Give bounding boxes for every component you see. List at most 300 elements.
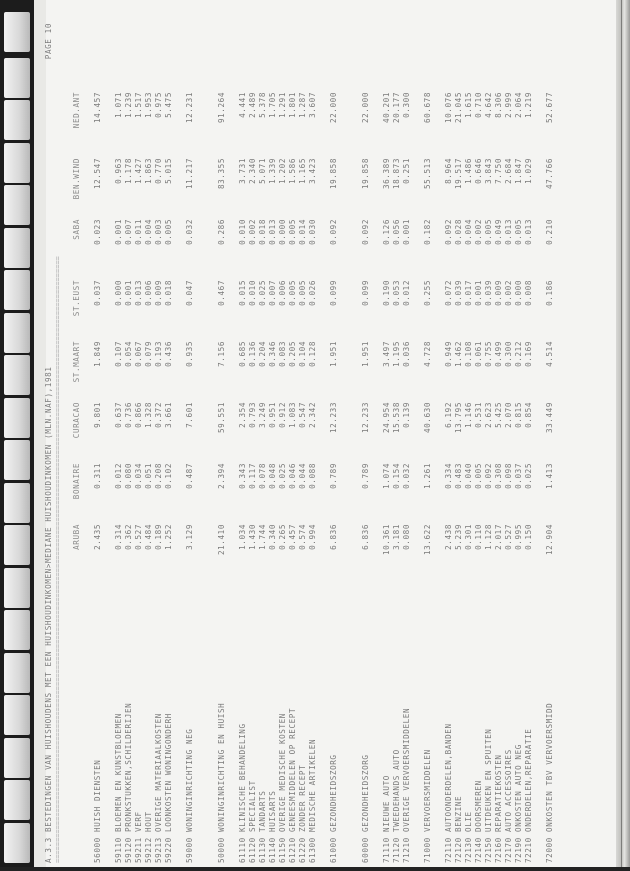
row-label: 59211 VERF (134, 811, 143, 863)
cell-ned-ant: 8.306 (494, 92, 503, 118)
cell-bonaire: 0.308 (494, 463, 503, 489)
cell-curacao: 0.736 (124, 402, 133, 428)
cell-aruba: 1.034 (238, 524, 247, 550)
cell-ned-ant: 4.441 (238, 92, 247, 118)
cell-st-maart: 7.156 (217, 341, 226, 367)
cell-ben-wind: 0.251 (402, 158, 411, 184)
cell-saba: 0.001 (114, 219, 123, 245)
row-label: 61140 HUISARTS (268, 790, 277, 863)
binding-ring-icon (4, 780, 30, 820)
cell-ned-ant: 1.615 (464, 92, 473, 118)
cell-saba: 0.014 (298, 219, 307, 245)
binding-ring-icon (4, 525, 30, 565)
cell-curacao: 40.630 (423, 402, 432, 434)
cell-bonaire: 1.074 (382, 463, 391, 489)
binding-ring-icon (4, 355, 30, 395)
spacer-row (318, 92, 329, 863)
cell-saba: 0.028 (454, 219, 463, 245)
binding-ring-icon (4, 610, 30, 650)
subtotal-row (545, 92, 555, 863)
cell-st-eust: 0.006 (278, 280, 287, 306)
cell-ned-ant: 22.000 (361, 92, 370, 124)
cell-curacao: 12.233 (329, 402, 338, 434)
cell-bonaire: 0.037 (514, 463, 523, 489)
table-row (484, 92, 494, 863)
cell-saba: 0.003 (154, 219, 163, 245)
cell-ben-wind: 1.586 (288, 158, 297, 184)
cell-saba: 0.018 (258, 219, 267, 245)
cell-ben-wind: 55.513 (423, 158, 432, 190)
cell-ben-wind: 1.863 (144, 158, 153, 184)
cell-saba: 0.032 (185, 219, 194, 245)
cell-ned-ant: 4.642 (484, 92, 493, 118)
cell-aruba: 0.484 (144, 524, 153, 550)
cell-st-maart: 4.514 (545, 341, 554, 367)
cell-aruba: 1.252 (164, 524, 173, 550)
column-header: BONAIRE (72, 463, 81, 500)
cell-ned-ant: 1.287 (298, 92, 307, 118)
cell-ned-ant: 22.000 (329, 92, 338, 124)
cell-ned-ant: 1.071 (114, 92, 123, 118)
cell-curacao: 0.372 (154, 402, 163, 428)
cell-curacao: 0.912 (278, 402, 287, 428)
cell-st-maart: 0.755 (484, 341, 493, 367)
table-row (258, 92, 268, 863)
row-label: 72130 OLIE (464, 811, 473, 863)
cell-curacao: 0.793 (248, 402, 257, 428)
cell-ben-wind: 0.646 (474, 158, 483, 184)
cell-st-maart: 3.497 (382, 341, 391, 367)
binding-ring-icon (4, 100, 30, 140)
binding-ring-icon (4, 270, 30, 310)
cell-ned-ant: 1.239 (124, 92, 133, 118)
cell-st-eust: 0.039 (484, 280, 493, 306)
table-row (494, 92, 504, 863)
row-label: 72110 AUTOONDERDELEN,BANDEN (444, 723, 453, 863)
cell-st-maart: 0.212 (514, 341, 523, 367)
cell-bonaire: 1.413 (545, 463, 554, 489)
cell-bonaire: 0.117 (248, 463, 257, 489)
cell-ben-wind: 5.071 (258, 158, 267, 184)
cell-saba: 0.002 (474, 219, 483, 245)
report-title: A.3.3 BESTEDINGEN VAN HUISHOUDENS MET EEN HUISHOUDINKOMEN>MEDIANE HUISHOUDINKOMEN (MLN.NAF),1981 (44, 366, 53, 863)
cell-bonaire: 0.034 (134, 463, 143, 489)
cell-aruba: 5.239 (454, 524, 463, 550)
cell-saba: 0.126 (382, 219, 391, 245)
cell-st-maart: 0.061 (474, 341, 483, 367)
cell-bonaire: 0.078 (258, 463, 267, 489)
row-label: 61120 SPECIALIST (248, 780, 257, 863)
cell-aruba: 0.527 (134, 524, 143, 550)
cell-ben-wind: 1.165 (298, 158, 307, 184)
table-row (288, 92, 298, 863)
cell-aruba: 13.622 (423, 524, 432, 556)
cell-ned-ant: 5.378 (258, 92, 267, 118)
row-label: 59110 BLOEMEN EN KUNSTBLOEMEN (114, 713, 123, 863)
column-header: CURACAO (72, 402, 81, 439)
cell-aruba: 0.150 (524, 524, 533, 550)
cell-st-eust: 0.099 (361, 280, 370, 306)
table-row (454, 92, 464, 863)
cell-ned-ant: 52.677 (545, 92, 554, 124)
cell-ned-ant: 2.064 (514, 92, 523, 118)
cell-curacao: 6.192 (444, 402, 453, 428)
column-header-row (72, 92, 82, 863)
cell-bonaire: 0.025 (524, 463, 533, 489)
row-label: 72150 UITDEUKEN EN SPUITEN (484, 728, 493, 863)
spacer-row (412, 92, 423, 863)
cell-saba: 0.013 (268, 219, 277, 245)
table-row (134, 92, 144, 863)
cell-bonaire: 0.208 (154, 463, 163, 489)
row-label: 71110 NIEUWE AUTO (382, 775, 391, 863)
cell-st-eust: 0.000 (514, 280, 523, 306)
cell-aruba: 0.110 (474, 524, 483, 550)
binding-ring-icon (4, 12, 30, 52)
cell-st-maart: 0.136 (248, 341, 257, 367)
row-label: 61110 KLINISCHE BEHANDELING (238, 723, 247, 863)
cell-st-eust: 0.018 (164, 280, 173, 306)
cell-saba: 0.002 (248, 219, 257, 245)
cell-aruba: 2.438 (444, 524, 453, 550)
cell-ben-wind: 2.684 (504, 158, 513, 184)
binding-ring-icon (4, 58, 30, 98)
cell-bonaire: 0.005 (474, 463, 483, 489)
cell-ben-wind: 8.964 (444, 158, 453, 184)
cell-aruba: 2.435 (93, 524, 102, 550)
table-row (114, 92, 124, 863)
table-row (504, 92, 514, 863)
row-label: 61220 ZONDER RECEPT (298, 764, 307, 863)
cell-ned-ant: 0.710 (474, 92, 483, 118)
cell-curacao: 2.623 (484, 402, 493, 428)
cell-ned-ant: 40.201 (382, 92, 391, 124)
cell-st-eust: 0.006 (144, 280, 153, 306)
table-row (124, 92, 134, 863)
cell-bonaire: 0.483 (454, 463, 463, 489)
cell-ned-ant: 1.291 (278, 92, 287, 118)
cell-saba: 0.023 (93, 219, 102, 245)
table-row (464, 92, 474, 863)
cell-st-eust: 0.099 (329, 280, 338, 306)
cell-st-eust: 0.001 (474, 280, 483, 306)
cell-ned-ant: 14.457 (93, 92, 102, 124)
cell-ben-wind: 47.766 (545, 158, 554, 190)
cell-st-maart: 4.728 (423, 341, 432, 367)
column-header: SABA (72, 219, 81, 240)
row-label: 61300 MEDISCHE ARTIKELEN (308, 738, 317, 863)
cell-aruba: 0.080 (402, 524, 411, 550)
cell-ben-wind: 19.517 (454, 158, 463, 190)
cell-st-eust: 0.053 (392, 280, 401, 306)
cell-saba: 0.005 (288, 219, 297, 245)
column-header: ARUBA (72, 524, 81, 550)
table-row (154, 92, 164, 863)
cell-curacao: 3.661 (164, 402, 173, 428)
row-label: 72190 ONKOSTEN AUTO NEG (514, 744, 523, 863)
cell-saba: 0.092 (444, 219, 453, 245)
row-label: 61210 GENEESMIDDELEN OP RECEPT (288, 707, 297, 863)
cell-ned-ant: 91.264 (217, 92, 226, 124)
cell-aruba: 0.527 (504, 524, 513, 550)
cell-ben-wind: 1.339 (268, 158, 277, 184)
table-row (278, 92, 288, 863)
cell-st-maart: 0.346 (268, 341, 277, 367)
table-row (238, 92, 248, 863)
cell-st-eust: 0.009 (154, 280, 163, 306)
cell-st-maart: 1.195 (392, 341, 401, 367)
row-label: 59212 HOUT (144, 811, 153, 863)
cell-st-eust: 0.012 (402, 280, 411, 306)
cell-st-eust: 0.255 (423, 280, 432, 306)
cell-bonaire: 0.092 (484, 463, 493, 489)
binding-ring-icon (4, 823, 30, 863)
subtotal-row (217, 92, 227, 863)
cell-ned-ant: 1.517 (134, 92, 143, 118)
cell-aruba: 0.995 (514, 524, 523, 550)
cell-ben-wind: 1.029 (524, 158, 533, 184)
cell-st-maart: 1.462 (454, 341, 463, 367)
cell-curacao: 1.083 (288, 402, 297, 428)
cell-curacao: 0.547 (298, 402, 307, 428)
cell-ned-ant: 2.999 (504, 92, 513, 118)
cell-curacao: 0.139 (402, 402, 411, 428)
table-row (474, 92, 484, 863)
cell-ben-wind: 5.015 (164, 158, 173, 184)
binding-ring-icon (4, 313, 30, 353)
row-label: 72000 ONKOSTEN TBV VERVOERSMIDD (545, 702, 554, 863)
cell-st-eust: 0.005 (288, 280, 297, 306)
row-label: 61150 OVERIGE MEDISCHE KOSTEN (278, 713, 287, 863)
cell-aruba: 3.181 (392, 524, 401, 550)
cell-aruba: 0.574 (298, 524, 307, 550)
row-label: 72170 AUTO ACCESSOIRES (504, 749, 513, 863)
cell-saba: 0.286 (217, 219, 226, 245)
row-label: 59220 LOONKOSTEN WONINGONDERH (164, 713, 173, 863)
cell-bonaire: 0.311 (93, 463, 102, 489)
row-label: 72120 BENZINE (454, 795, 463, 863)
cell-saba: 0.182 (423, 219, 432, 245)
cell-saba: 0.004 (144, 219, 153, 245)
cell-saba: 0.005 (164, 219, 173, 245)
cell-aruba: 1.744 (258, 524, 267, 550)
cell-ned-ant: 1.953 (144, 92, 153, 118)
cell-ben-wind: 1.178 (124, 158, 133, 184)
cell-bonaire: 0.051 (144, 463, 153, 489)
cell-ned-ant: 1.219 (524, 92, 533, 118)
cell-st-eust: 0.039 (454, 280, 463, 306)
cell-ben-wind: 2.340 (248, 158, 257, 184)
cell-st-eust: 0.015 (238, 280, 247, 306)
cell-st-maart: 0.300 (504, 341, 513, 367)
cell-aruba: 6.836 (361, 524, 370, 550)
row-label: 59000 WONINGINRICHTING NEG (185, 728, 194, 863)
table-row (308, 92, 318, 863)
table-row (392, 92, 402, 863)
cell-curacao: 5.425 (494, 402, 503, 428)
cell-ben-wind: 3.843 (484, 158, 493, 184)
cell-ned-ant: 10.076 (444, 92, 453, 124)
cell-saba: 0.210 (545, 219, 554, 245)
cell-ben-wind: 0.963 (114, 158, 123, 184)
spacer-row (103, 92, 114, 863)
table-row (164, 92, 174, 863)
cell-st-maart: 0.079 (144, 341, 153, 367)
column-header: ST.MAART (72, 341, 81, 383)
row-label: 71000 VERVOERSMIDDELEN (423, 749, 432, 863)
cell-saba: 0.004 (464, 219, 473, 245)
cell-aruba: 0.340 (268, 524, 277, 550)
cell-ben-wind: 1.202 (278, 158, 287, 184)
cell-saba: 0.010 (238, 219, 247, 245)
cell-curacao: 7.601 (185, 402, 194, 428)
cell-st-maart: 0.499 (494, 341, 503, 367)
cell-bonaire: 0.789 (329, 463, 338, 489)
cell-aruba: 10.361 (382, 524, 391, 556)
cell-bonaire: 0.789 (361, 463, 370, 489)
expenditure-table (72, 92, 555, 863)
binding-ring-icon (4, 185, 30, 225)
cell-ben-wind: 83.355 (217, 158, 226, 190)
cell-st-eust: 0.005 (298, 280, 307, 306)
spiral-binding (0, 0, 34, 871)
cell-aruba: 0.994 (308, 524, 317, 550)
cell-saba: 0.000 (278, 219, 287, 245)
spacer-row (227, 92, 238, 863)
table-row (524, 92, 534, 863)
cell-bonaire: 0.040 (464, 463, 473, 489)
cell-st-maart: 1.849 (93, 341, 102, 367)
cell-curacao: 33.449 (545, 402, 554, 434)
cell-saba: 0.001 (402, 219, 411, 245)
cell-curacao: 59.551 (217, 402, 226, 434)
table-row (268, 92, 278, 863)
cell-saba: 0.049 (494, 219, 503, 245)
cell-ben-wind: 19.858 (361, 158, 370, 190)
binding-ring-icon (4, 695, 30, 735)
cell-st-maart: 0.128 (308, 341, 317, 367)
cell-st-eust: 0.013 (134, 280, 143, 306)
column-header: NED.ANT (72, 92, 81, 129)
cell-aruba: 6.836 (329, 524, 338, 550)
cell-st-eust: 0.037 (93, 280, 102, 306)
cell-ned-ant: 5.475 (164, 92, 173, 118)
cell-st-eust: 0.047 (185, 280, 194, 306)
cell-st-eust: 0.002 (504, 280, 513, 306)
cell-saba: 0.092 (361, 219, 370, 245)
spacer-row (350, 92, 361, 863)
cell-saba: 0.005 (514, 219, 523, 245)
cell-bonaire: 0.088 (308, 463, 317, 489)
binding-ring-icon (4, 483, 30, 523)
spacer-row (206, 92, 217, 863)
subtotal-row (93, 92, 103, 863)
cell-ned-ant: 0.300 (402, 92, 411, 118)
cell-curacao: 2.342 (308, 402, 317, 428)
cell-st-maart: 0.436 (164, 341, 173, 367)
cell-ben-wind: 36.389 (382, 158, 391, 190)
cell-curacao: 0.815 (514, 402, 523, 428)
cell-curacao: 9.801 (93, 402, 102, 428)
cell-ben-wind: 7.750 (494, 158, 503, 184)
cell-ned-ant: 0.975 (154, 92, 163, 118)
row-label: 61130 TANDARTS (258, 790, 267, 863)
cell-st-eust: 0.026 (308, 280, 317, 306)
cell-bonaire: 1.261 (423, 463, 432, 489)
cell-st-eust: 0.008 (524, 280, 533, 306)
cell-bonaire: 2.394 (217, 463, 226, 489)
binding-ring-icon (4, 738, 30, 778)
cell-aruba: 0.362 (124, 524, 133, 550)
spacer-row (339, 92, 350, 863)
cell-ben-wind: 19.858 (329, 158, 338, 190)
cell-bonaire: 0.080 (124, 463, 133, 489)
cell-ned-ant: 3.607 (308, 92, 317, 118)
cell-st-maart: 0.949 (444, 341, 453, 367)
cell-st-maart: 0.193 (154, 341, 163, 367)
cell-st-eust: 0.072 (444, 280, 453, 306)
cell-curacao: 12.233 (361, 402, 370, 434)
cell-aruba: 12.904 (545, 524, 554, 556)
cell-ned-ant: 12.231 (185, 92, 194, 124)
binding-ring-icon (4, 143, 30, 183)
subtotal-row (423, 92, 433, 863)
cell-curacao: 0.866 (134, 402, 143, 428)
column-header: BEN.WIND (72, 158, 81, 200)
binding-ring-icon (4, 568, 30, 608)
table-row (298, 92, 308, 863)
cell-curacao: 0.951 (268, 402, 277, 428)
cell-st-maart: 0.685 (238, 341, 247, 367)
spacer-row (433, 92, 444, 863)
cell-curacao: 24.954 (382, 402, 391, 434)
cell-ned-ant: 1.705 (268, 92, 277, 118)
cell-ben-wind: 0.770 (154, 158, 163, 184)
cell-ben-wind: 11.217 (185, 158, 194, 190)
binding-ring-icon (4, 440, 30, 480)
cell-st-eust: 0.010 (248, 280, 257, 306)
row-label: 59120 PRONKSTUKKEN,SCHILDERIJEN (124, 702, 133, 863)
spacer-row (534, 92, 545, 863)
cell-aruba: 3.129 (185, 524, 194, 550)
cell-st-maart: 0.935 (185, 341, 194, 367)
cell-saba: 0.011 (134, 219, 143, 245)
cell-aruba: 0.189 (154, 524, 163, 550)
cell-aruba: 2.017 (494, 524, 503, 550)
rotated-printout (38, 15, 623, 871)
spacer-row (174, 92, 185, 863)
cell-st-eust: 0.190 (382, 280, 391, 306)
row-label: 72210 ONDERDELEN,REPARATIE (524, 728, 533, 863)
cell-bonaire: 0.487 (185, 463, 194, 489)
table-row (144, 92, 154, 863)
row-label: 71210 OVERIGE VERVOERSMIDDELEN (402, 707, 411, 863)
cell-ben-wind: 18.873 (392, 158, 401, 190)
cell-curacao: 1.328 (144, 402, 153, 428)
binding-ring-icon (4, 653, 30, 693)
cell-ned-ant: 20.177 (392, 92, 401, 124)
cell-aruba: 0.265 (278, 524, 287, 550)
cell-ned-ant: 60.678 (423, 92, 432, 124)
subtotal-row (185, 92, 195, 863)
report-header (44, 23, 62, 863)
binding-ring-icon (4, 228, 30, 268)
column-header-spacer (72, 585, 82, 863)
spacer-row (82, 92, 93, 863)
cell-st-maart: 0.107 (114, 341, 123, 367)
cell-ben-wind: 1.847 (514, 158, 523, 184)
table-row (382, 92, 392, 863)
